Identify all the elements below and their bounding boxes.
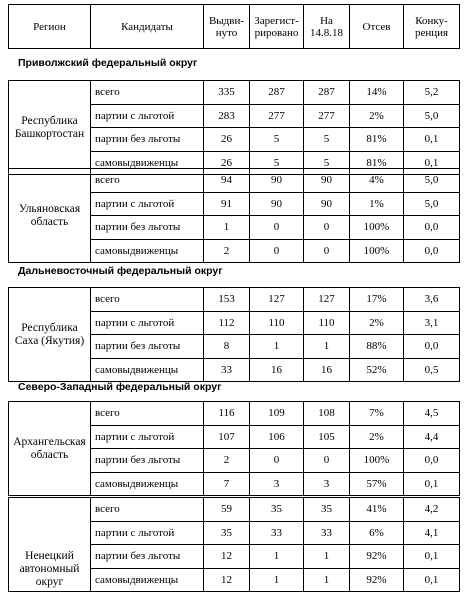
dropout-cell: 88% (350, 335, 404, 359)
competition-cell: 0,1 (404, 151, 460, 175)
registered-cell: 5 (250, 151, 304, 175)
table-row (9, 288, 460, 312)
competition-cell: 0,1 (404, 545, 460, 569)
registered-cell: 3 (250, 472, 304, 496)
region-name (9, 545, 91, 592)
dropout-cell: 100% (350, 239, 404, 263)
on-date-cell: 0 (304, 449, 350, 473)
region-name-line: Ненецкий (25, 550, 74, 562)
header-registered-line1: Зарегист- (254, 14, 299, 27)
dropout-cell: 1% (350, 192, 404, 216)
okrug-heading: Приволжский федеральный округ (18, 57, 198, 69)
region-table (8, 168, 460, 263)
competition-cell: 4,5 (404, 402, 460, 426)
candidate-type: партии без льготы (91, 335, 204, 359)
nominated-cell: 112 (204, 311, 250, 335)
header-on-date-line1: На (320, 14, 333, 27)
on-date-cell: 5 (304, 128, 350, 152)
on-date-cell: 105 (304, 425, 350, 449)
header-nominated-line1: Выдви- (208, 14, 245, 27)
candidate-type: всего (91, 498, 204, 522)
registered-cell: 110 (250, 311, 304, 335)
candidate-type: партии без льготы (91, 449, 204, 473)
dropout-cell: 7% (350, 402, 404, 426)
registered-cell: 1 (250, 545, 304, 569)
on-date-cell: 90 (304, 169, 350, 193)
nominated-cell: 12 (204, 545, 250, 569)
nominated-cell: 2 (204, 239, 250, 263)
on-date-cell: 1 (304, 568, 350, 592)
region-name-line: округ (35, 576, 64, 588)
region-name-line: автономный (19, 563, 80, 575)
region-name (9, 402, 91, 496)
region-table (8, 497, 460, 592)
candidate-type: партии с льготой (91, 521, 204, 545)
nominated-cell: 12 (204, 568, 250, 592)
nominated-cell: 91 (204, 192, 250, 216)
competition-cell: 0,0 (404, 216, 460, 240)
nominated-cell: 153 (204, 288, 250, 312)
dropout-cell: 2% (350, 104, 404, 128)
candidate-type: партии с льготой (91, 311, 204, 335)
registered-cell: 35 (250, 498, 304, 522)
region-table (8, 401, 460, 496)
region-name-line: Ульяновская (18, 202, 81, 215)
competition-cell: 5,2 (404, 81, 460, 105)
header-competition (404, 5, 460, 49)
dropout-cell: 100% (350, 216, 404, 240)
candidate-type: самовыдвиженцы (91, 239, 204, 263)
on-date-cell: 35 (304, 498, 350, 522)
candidate-type: партии с льготой (91, 425, 204, 449)
region-cell-empty (9, 498, 91, 545)
registered-cell: 0 (250, 239, 304, 263)
region-name-line: Республика (21, 114, 78, 127)
registered-cell: 109 (250, 402, 304, 426)
registered-cell: 0 (250, 449, 304, 473)
competition-cell: 0,0 (404, 239, 460, 263)
on-date-cell: 0 (304, 239, 350, 263)
nominated-cell: 8 (204, 335, 250, 359)
nominated-cell: 1 (204, 216, 250, 240)
okrug-heading: Северо-Западный федеральный округ (18, 381, 222, 393)
nominated-cell: 283 (204, 104, 250, 128)
registered-cell: 90 (250, 169, 304, 193)
on-date-cell: 108 (304, 402, 350, 426)
nominated-cell: 33 (204, 358, 250, 382)
candidate-type: партии без льготы (91, 545, 204, 569)
registered-cell: 277 (250, 104, 304, 128)
region-name (9, 81, 91, 175)
competition-cell: 0,1 (404, 568, 460, 592)
registered-cell: 1 (250, 568, 304, 592)
competition-cell: 0,5 (404, 358, 460, 382)
competition-cell: 5,0 (404, 169, 460, 193)
region-name-line: область (30, 448, 69, 461)
nominated-cell: 7 (204, 472, 250, 496)
region-name (9, 288, 91, 382)
nominated-cell: 107 (204, 425, 250, 449)
dropout-cell: 92% (350, 545, 404, 569)
on-date-cell: 0 (304, 216, 350, 240)
candidate-type: всего (91, 169, 204, 193)
registered-cell: 287 (250, 81, 304, 105)
on-date-cell: 3 (304, 472, 350, 496)
table-row (9, 545, 460, 569)
dropout-cell: 100% (350, 449, 404, 473)
on-date-cell: 1 (304, 335, 350, 359)
table-row (9, 169, 460, 193)
header-nominated (204, 5, 250, 49)
region-name-line: Архангельская (13, 435, 86, 448)
competition-cell: 3,6 (404, 288, 460, 312)
competition-cell: 4,4 (404, 425, 460, 449)
nominated-cell: 335 (204, 81, 250, 105)
candidate-type: всего (91, 402, 204, 426)
registered-cell: 5 (250, 128, 304, 152)
on-date-cell: 33 (304, 521, 350, 545)
candidate-type: партии с льготой (91, 104, 204, 128)
dropout-cell: 81% (350, 128, 404, 152)
competition-cell: 4,1 (404, 521, 460, 545)
header-region: Регион (9, 5, 91, 49)
dropout-cell: 52% (350, 358, 404, 382)
on-date-cell: 5 (304, 151, 350, 175)
dropout-cell: 2% (350, 311, 404, 335)
region-table (8, 287, 460, 382)
nominated-cell: 35 (204, 521, 250, 545)
nominated-cell: 116 (204, 402, 250, 426)
region-name-line: область (30, 215, 69, 228)
nominated-cell: 26 (204, 151, 250, 175)
header-candidates: Кандидаты (91, 5, 204, 49)
registered-cell: 0 (250, 216, 304, 240)
dropout-cell: 57% (350, 472, 404, 496)
nominated-cell: 59 (204, 498, 250, 522)
table-row (9, 498, 460, 522)
header-registered (250, 5, 304, 49)
region-table (8, 80, 460, 175)
dropout-cell: 6% (350, 521, 404, 545)
table-row (9, 81, 460, 105)
on-date-cell: 277 (304, 104, 350, 128)
candidate-type: партии без льготы (91, 216, 204, 240)
candidate-type: партии с льготой (91, 192, 204, 216)
header-registered-line2: рировано (254, 26, 299, 39)
dropout-cell: 92% (350, 568, 404, 592)
header-nominated-line2: нуто (215, 26, 238, 39)
competition-cell: 0,0 (404, 449, 460, 473)
registered-cell: 33 (250, 521, 304, 545)
region-name-line: Башкортостан (14, 127, 85, 140)
on-date-cell: 90 (304, 192, 350, 216)
registered-cell: 106 (250, 425, 304, 449)
on-date-cell: 287 (304, 81, 350, 105)
region-name (9, 169, 91, 263)
candidate-type: всего (91, 81, 204, 105)
candidate-type: партии без льготы (91, 128, 204, 152)
candidate-type: всего (91, 288, 204, 312)
on-date-cell: 1 (304, 545, 350, 569)
header-competition-line1: Конку- (415, 14, 448, 27)
candidate-type: самовыдвиженцы (91, 151, 204, 175)
competition-cell: 3,1 (404, 311, 460, 335)
table-header (8, 4, 460, 49)
registered-cell: 1 (250, 335, 304, 359)
competition-cell: 5,0 (404, 192, 460, 216)
competition-cell: 0,0 (404, 335, 460, 359)
dropout-cell: 2% (350, 425, 404, 449)
competition-cell: 0,1 (404, 128, 460, 152)
competition-cell: 4,2 (404, 498, 460, 522)
on-date-cell: 16 (304, 358, 350, 382)
candidate-type: самовыдвиженцы (91, 568, 204, 592)
header-competition-line2: ренция (414, 26, 449, 39)
candidate-type: самовыдвиженцы (91, 472, 204, 496)
table-row (9, 402, 460, 426)
nominated-cell: 2 (204, 449, 250, 473)
dropout-cell: 81% (350, 151, 404, 175)
region-name-line: Республика (21, 321, 78, 334)
dropout-cell: 41% (350, 498, 404, 522)
registered-cell: 16 (250, 358, 304, 382)
competition-cell: 0,1 (404, 472, 460, 496)
candidate-type: самовыдвиженцы (91, 358, 204, 382)
on-date-cell: 110 (304, 311, 350, 335)
header-dropout: Отсев (350, 5, 404, 49)
nominated-cell: 26 (204, 128, 250, 152)
region-name-line: Саха (Якутия) (14, 334, 85, 347)
nominated-cell: 94 (204, 169, 250, 193)
okrug-heading: Дальневосточный федеральный округ (18, 265, 223, 277)
registered-cell: 127 (250, 288, 304, 312)
on-date-cell: 127 (304, 288, 350, 312)
registered-cell: 90 (250, 192, 304, 216)
dropout-cell: 4% (350, 169, 404, 193)
competition-cell: 5,0 (404, 104, 460, 128)
header-on-date (304, 5, 350, 49)
dropout-cell: 17% (350, 288, 404, 312)
header-on-date-line2: 14.8.18 (310, 26, 343, 39)
dropout-cell: 14% (350, 81, 404, 105)
